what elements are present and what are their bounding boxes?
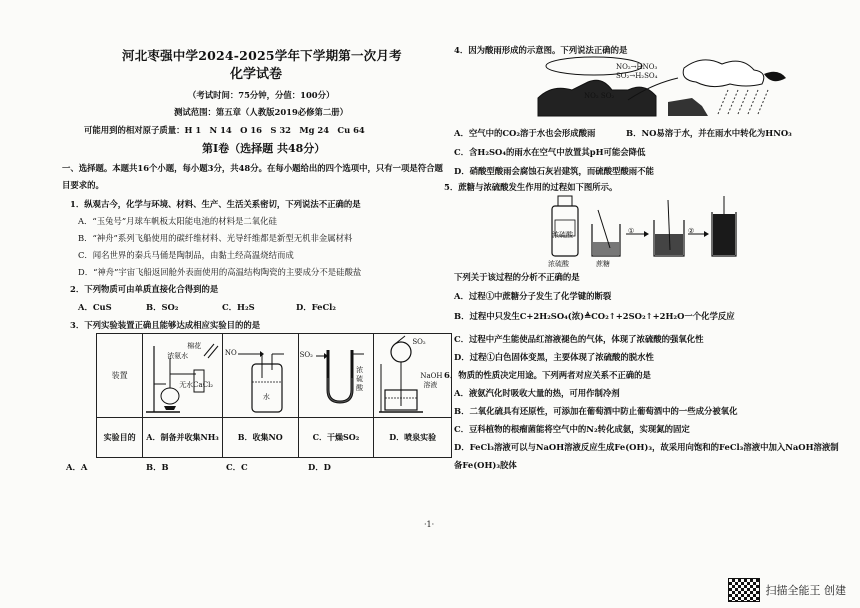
q3-option-a: A．A — [66, 462, 88, 472]
acid-rain-diagram — [532, 54, 792, 118]
q6-option-c: C．豆科植物的根瘤菌能将空气中的N₂转化成氨，实现氮的固定 — [454, 424, 690, 434]
q5-option-a: A．过程①中蔗糖分子发生了化学键的断裂 — [454, 291, 612, 301]
q5-sub-stem: 下列关于该过程的分析不正确的是 — [454, 272, 580, 282]
q3-option-b: B．B — [146, 462, 169, 472]
q3-purpose-b: B．收集NO — [222, 418, 298, 458]
label-so2-c: SO₂ — [299, 351, 313, 359]
sugar-acid-diagram — [548, 194, 738, 264]
acid-label: 浓硫酸 — [548, 260, 569, 268]
q1-option-d: D．“神舟”宇宙飞船返回舱外表面使用的高温结构陶瓷的主要成分不是硅酸盐 — [78, 267, 362, 277]
q3-purpose-d: D．喷泉实验 — [374, 418, 452, 458]
q4-stem: 4．因为酸雨形成的示意图。下列说法正确的是 — [454, 45, 628, 55]
q1-option-a: A．“玉兔号”月球车帆板太阳能电池的材料是二氧化硅 — [78, 216, 277, 226]
q3-table — [96, 333, 452, 458]
diagram-label-1: NO₂→HNO₃ — [616, 63, 658, 71]
step1-label: ① — [628, 227, 635, 235]
scanner-watermark — [728, 578, 847, 602]
q3-purpose-c: C．干燥SO₂ — [298, 418, 374, 458]
label-cacl2: 无水CaCl₂ — [179, 381, 214, 389]
page-number: ·1· — [424, 520, 435, 529]
apparatus-b-drawing — [224, 334, 298, 416]
atomic-masses: 可能用到的相对原子质量：H 1 N 14 O 16 S 32 Mg 24 Cu 64 — [84, 125, 365, 135]
q5-option-b: B．过程中只发生C+2H₂SO₄(浓)≜CO₂↑+2SO₂↑+2H₂O一个化学反应 — [454, 311, 735, 321]
sugar-label: 蔗糖 — [596, 260, 610, 268]
section-title: 第Ⅰ卷（选择题 共48分） — [202, 142, 326, 155]
q1-option-c: C．闻名世界的秦兵马俑是陶制品，由黏土经高温烧结而成 — [78, 250, 294, 260]
q3-purpose-a: A．制备并收集NH₃ — [143, 418, 223, 458]
q2-option-c: C．H₂S — [222, 302, 255, 312]
label-ammonia: 浓氨水 — [167, 352, 189, 360]
exam-subject: 化学试卷 — [230, 67, 283, 82]
q3-apparatus-b — [222, 334, 298, 418]
q2-option-d: D．FeCl₂ — [296, 302, 336, 312]
q3-apparatus-c — [298, 334, 374, 418]
label-water: 水 — [262, 393, 270, 401]
q1-option-b: B．“神舟”系列飞船使用的碳纤维材料、光导纤维都是新型无机非金属材料 — [78, 233, 353, 243]
q3-stem: 3．下列实验装置正确且能够达成相应实验目的的是 — [70, 320, 261, 330]
q3-row-header-apparatus: 装置 — [97, 334, 143, 418]
label-naoh: NaOH溶液 — [420, 372, 443, 389]
q2-option-a: A．CuS — [78, 302, 112, 312]
apparatus-a-drawing — [144, 334, 222, 416]
section-instruction-2: 目要求的。 — [62, 180, 104, 190]
q5-option-c: C．过程中产生能使品红溶液褪色的气体，体现了浓硫酸的强氧化性 — [454, 334, 704, 344]
q5-option-d: D．过程①白色固体变黑，主要体现了浓硫酸的脱水性 — [454, 352, 654, 362]
test-scope: 测试范围：第五章（人教版2019必修第二册） — [174, 107, 349, 117]
q3-option-d: D．D — [308, 462, 331, 472]
q3-apparatus-d — [374, 334, 452, 418]
qr-code-icon — [728, 578, 760, 602]
section-instruction-1: 一、选择题。本题共16个小题，每小题3分，共48分。在每小题给出的四个选项中，只有一项是符合题 — [62, 163, 443, 173]
q2-option-b: B．SO₂ — [146, 302, 179, 312]
diagram-label-2: SO₂→H₂SO₄ — [616, 72, 658, 80]
q3-apparatus-a — [143, 334, 223, 418]
label-so2-d: SO₂ — [412, 338, 426, 346]
q1-stem: 1．纵观古今，化学与环境、材料、生产、生活关系密切，下列说法不正确的是 — [70, 199, 361, 209]
diagram-label-3: NO₂ SO₂ — [584, 92, 615, 100]
q6-option-d: D．FeCl₃溶液可以与NaOH溶液反应生成Fe(OH)₃，故采用向饱和的FeCl₃溶液中加入NaOH溶液制 — [454, 442, 839, 452]
q3-row-header-purpose: 实验目的 — [97, 418, 143, 458]
step2-label: ② — [688, 227, 695, 235]
q6-option-b: B．二氧化硫具有还原性，可添加在葡萄酒中防止葡萄酒中的一些成分被氧化 — [454, 406, 738, 416]
q5-stem: 5．蔗糖与浓硫酸发生作用的过程如下图所示。 — [444, 182, 618, 192]
time-score: （考试时间：75分钟，分值：100分） — [188, 90, 335, 100]
label-cotton: 棉花 — [187, 342, 202, 350]
q4-option-c: C．含H₂SO₄的雨水在空气中放置其pH可能会降低 — [454, 147, 646, 157]
q4-option-b: B．NO易溶于水，并在雨水中转化为HNO₃ — [626, 128, 792, 138]
q4-option-a: A．空气中的CO₂溶于水也会形成酸雨 — [454, 128, 596, 138]
q2-stem: 2．下列物质可由单质直接化合得到的是 — [70, 284, 219, 294]
exam-title: 河北枣强中学2024-2025学年下学期第一次月考 — [122, 48, 402, 63]
q6-stem: 6．物质的性质决定用途。下列两者对应关系不正确的是 — [444, 370, 651, 380]
q3-option-c: C．C — [226, 462, 248, 472]
label-no: NO — [224, 349, 237, 357]
scanner-text: 扫描全能王 创建 — [765, 584, 846, 597]
q6-option-d-cont: 备Fe(OH)₃胶体 — [454, 460, 517, 470]
q6-option-a: A．液氨汽化时吸收大量的热，可用作制冷剂 — [454, 388, 620, 398]
label-conc-acid: 浓硫酸 — [356, 366, 364, 392]
q4-option-d: D．硝酸型酸雨会腐蚀石灰岩建筑，而硫酸型酸雨不能 — [454, 166, 654, 176]
bottle-label: 浓硫酸 — [552, 231, 573, 239]
